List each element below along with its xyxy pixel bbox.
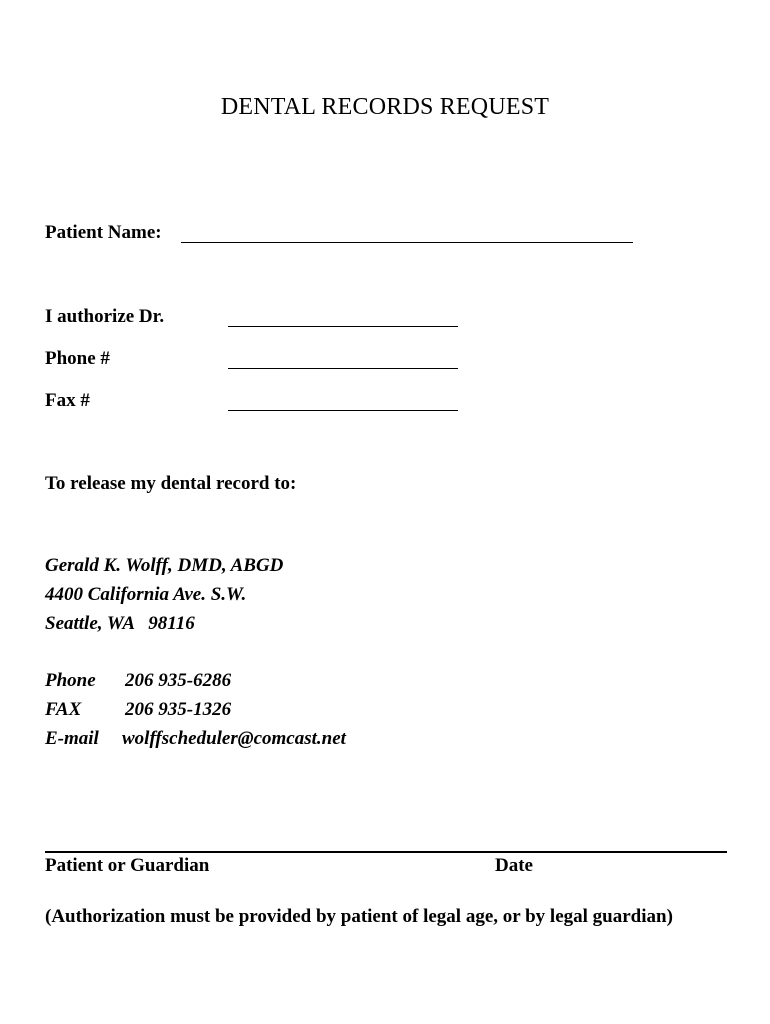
- release-label: To release my dental record to:: [45, 473, 297, 494]
- recipient-name: Gerald K. Wolff, DMD, ABGD: [45, 555, 284, 576]
- authorization-note: (Authorization must be provided by patient of legal age, or by legal guardian): [45, 906, 673, 927]
- phone-label: Phone #: [45, 348, 110, 369]
- recipient-city: Seattle, WA 98116: [45, 613, 195, 634]
- authorize-label: I authorize Dr.: [45, 306, 165, 327]
- document-title: DENTAL RECORDS REQUEST: [220, 94, 550, 120]
- recipient-email: wolffscheduler@comcast.net: [122, 728, 346, 749]
- signature-label: Patient or Guardian: [45, 855, 210, 876]
- recipient-email-label: E-mail: [45, 728, 99, 749]
- patient-name-field[interactable]: [181, 242, 633, 243]
- authorize-doctor-field[interactable]: [228, 326, 458, 327]
- recipient-fax-label: FAX: [45, 699, 82, 720]
- fax-label: Fax #: [45, 390, 90, 411]
- signature-line[interactable]: [45, 851, 727, 853]
- recipient-fax: 206 935-1326: [125, 699, 232, 720]
- date-label: Date: [495, 855, 533, 876]
- recipient-phone-label: Phone: [45, 670, 96, 691]
- recipient-street: 4400 California Ave. S.W.: [45, 584, 247, 605]
- fax-field[interactable]: [228, 410, 458, 411]
- phone-field[interactable]: [228, 368, 458, 369]
- recipient-phone: 206 935-6286: [125, 670, 232, 691]
- patient-name-label: Patient Name:: [45, 222, 162, 243]
